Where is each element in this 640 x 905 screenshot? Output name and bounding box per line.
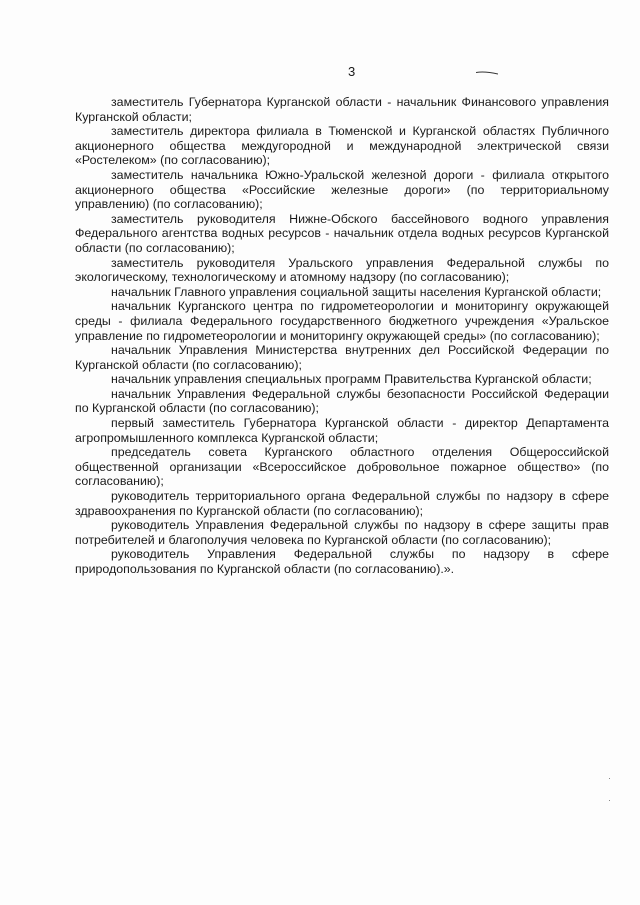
list-item: начальник Управления Министерства внутренних дел Российской Федерации по Курганской области (по согласованию); (75, 343, 609, 372)
scan-speck (609, 778, 610, 779)
list-item: заместитель директора филиала в Тюменской и Курганской областях Публичного акционерного общества междугородной и международной электрической связи «Ростелеком» (по согласованию); (75, 124, 609, 168)
list-item: заместитель Губернатора Курганской области - начальник Финансового управления Курганской области; (75, 95, 609, 124)
list-item: заместитель начальника Южно-Уральской железной дороги - филиала открытого акционерного общества «Российские железные дороги» (по территориальному управлению) (по согласованию); (75, 167, 609, 212)
list-item: начальник Управления Федеральной службы безопасности Российской Федерации по Курганской области (по согласованию); (75, 386, 609, 416)
list-item: начальник управления специальных программ Правительства Курганской области; (111, 372, 592, 387)
list-item: начальник Курганского центра по гидрометеорологии и мониторингу окружающей среды - филиала Федерального государственного бюджетного учреждения «Уральское управление по гидрометеорологии и мониторингу окружающей среды» (по согласованию); (75, 299, 609, 343)
list-item: заместитель руководителя Уральского управления Федеральной службы по экологическому, технологическому и атомному надзору (по согласованию); (75, 255, 609, 285)
page-number: 3 (348, 64, 356, 79)
scan-speck (609, 800, 610, 801)
document-body (75, 95, 609, 577)
list-item: руководитель Управления Федеральной службы по надзору в сфере природопользования по Курганской области (по согласованию).». (75, 547, 609, 576)
list-item: руководитель территориального органа Федеральной службы по надзору в сфере здравоохранения по Курганской области (по согласованию); (75, 489, 609, 518)
list-item: начальник Главного управления социальной защиты населения Курганской области; (111, 284, 602, 299)
list-item: председатель совета Курганского областного отделения Общероссийской общественной организации «Всероссийское добровольное пожарное общество» (по согласованию); (75, 445, 609, 489)
list-item: заместитель руководителя Нижне-Обского бассейнового водного управления Федерального агентства водных ресурсов - начальник отдела водных ресурсов Курганской области (по согласованию); (75, 211, 609, 255)
handwritten-mark (476, 71, 498, 74)
list-item: руководитель Управления Федеральной службы по надзору в сфере защиты прав потребителей и благополучия человека по Курганской области (по согласованию); (75, 518, 609, 547)
list-item: первый заместитель Губернатора Курганской области - директор Департамента агропромышленного комплекса Курганской области; (75, 416, 609, 445)
